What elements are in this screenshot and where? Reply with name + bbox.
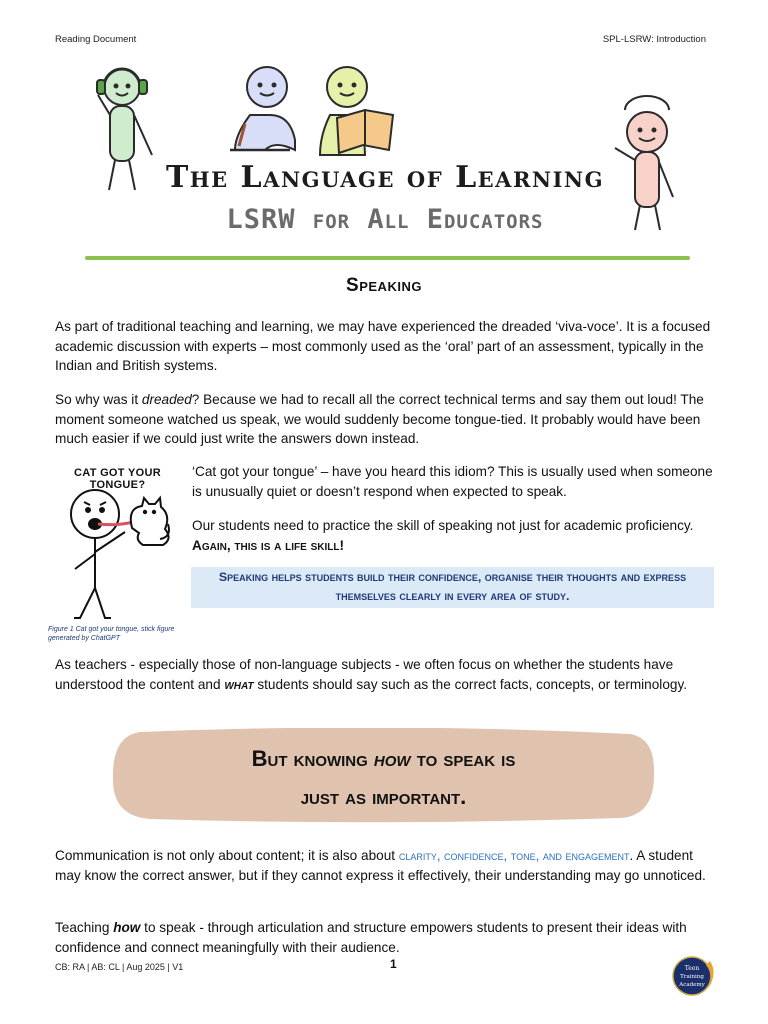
- section-heading: Speaking: [346, 275, 422, 296]
- paragraph-communication: Communication is not only about content; it is also about clarity, confidence, tone, and engagement. A student may know the correct answer, but if they cannot express it effectively, their understanding may go unnoticed.: [55, 848, 706, 883]
- header-right: SPL-LSRW: Introduction: [602, 34, 706, 45]
- writing-figure-icon: [230, 67, 295, 150]
- reading-figure-icon: [320, 67, 393, 155]
- paragraph-dreaded: So why was it dreaded? Because we had to recall all the correct technical terms and say them out loud! The moment someone watched us speak, we would suddenly become tongue-tied. It probably would have been much easier if we could just write the answers down instead.: [55, 392, 704, 446]
- divider: [85, 256, 690, 260]
- emphasis-how: how: [373, 746, 411, 771]
- svg-text:Academy: Academy: [679, 982, 705, 988]
- emphasis-how-2: how: [113, 920, 141, 935]
- emphasis-what: what: [224, 676, 254, 692]
- highlight-line-2: just as important.: [300, 784, 467, 809]
- paragraph-teachers: As teachers - especially those of non-language subjects - we often focus on whether the students have understood the content and what students should say such as the correct facts, concepts, or terminology.: [55, 657, 688, 692]
- listening-figure-icon: [97, 69, 152, 190]
- banner-title: The Language of Learning: [165, 160, 605, 195]
- cat-stick-figure-icon: [60, 484, 175, 624]
- emphasis-clarity: clarity, confidence, tone, and engagement: [398, 848, 630, 863]
- footer-credits: CB: RA | AB: CL | Aug 2025 | V1: [55, 962, 184, 972]
- paragraph-life-skill: Our students need to practice the skill of speaking not just for academic proficiency. Again, this is a life skill!: [192, 518, 694, 553]
- highlight-line-1: But knowing how to speak is: [251, 746, 516, 771]
- figure-title: CAT GOT YOUR TONGUE?: [74, 467, 161, 491]
- svg-text:Training: Training: [680, 974, 704, 980]
- banner-subtitle: LSRW for All Educators: [226, 204, 544, 235]
- figure-caption: Figure 1 Cat got your tongue, stick figure generated by ChatGPT: [48, 626, 175, 642]
- svg-text:Teen: Teen: [684, 965, 700, 972]
- emphasis-dreaded: dreaded: [141, 392, 192, 407]
- header-left: Reading Document: [55, 34, 137, 45]
- highlight-text: [110, 740, 657, 816]
- paragraph-idiom: ‘Cat got your tongue’ – have you heard this idiom? This is usually used when someone is unusually quiet or doesn’t respond when expected to speak.: [192, 464, 713, 499]
- paragraph-teaching-how: Teaching how to speak - through articulation and structure empowers students to present their ideas with confidence and connect meaningfully with their audience.: [55, 920, 687, 955]
- academy-logo-icon: [670, 955, 720, 997]
- callout-box: Speaking helps students build their confidence, organise their thoughts and express themselves clearly in every area of study.: [191, 567, 714, 608]
- page-number: 1: [390, 957, 397, 971]
- paragraph-viva-voce: As part of traditional teaching and learning, we may have experienced the dreaded ‘viva-voce’. It is a focused academic discussion with experts – most commonly used as the ‘oral’ part of an assessment, typically in the Indian and British systems.: [55, 319, 711, 373]
- speaking-figure-icon: [615, 96, 673, 230]
- life-skill-emphasis: Again, this is a life skill!: [192, 537, 345, 553]
